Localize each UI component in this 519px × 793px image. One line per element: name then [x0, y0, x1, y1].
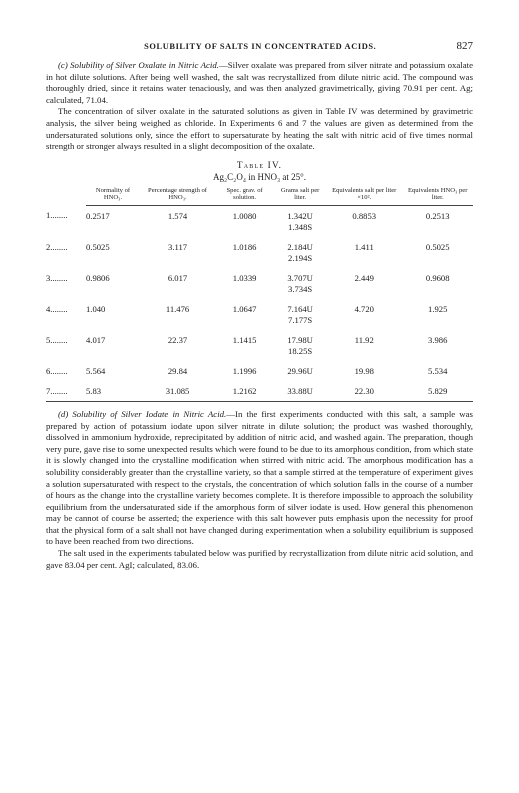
grams-undersaturated: 17.98U	[287, 334, 313, 345]
header-experiment-number	[46, 185, 86, 206]
cell-percentage: 22.37	[167, 334, 188, 345]
header-normality: Normality of HNO₃.	[86, 185, 140, 206]
cell-eq-salt: 2.449	[354, 272, 374, 283]
section-d-paragraph	[46, 409, 473, 548]
final-paragraph: The salt used in the experiments tabulated below was purified by recrystallization from dilute nitric acid solution, and gave 83.04 per cent. AgI; calculated, 83.06.	[46, 548, 473, 570]
solubility-table	[46, 185, 473, 402]
row-number: 2........	[46, 241, 68, 252]
grams-undersaturated: 2.184U	[287, 241, 313, 252]
grams-supersaturated: 7.177S	[288, 314, 313, 325]
cell-spec-grav: 1.0186	[232, 241, 257, 252]
header-percentage: Percentage strength of HNO₃.	[140, 185, 215, 206]
table-body	[46, 205, 473, 401]
grams-supersaturated: 3.734S	[288, 283, 313, 294]
header-grams: Grams salt per liter.	[274, 185, 326, 206]
cell-grams	[274, 205, 326, 237]
cell-eq-hno3: 1.925	[428, 303, 448, 314]
grams-undersaturated: 3.707U	[287, 272, 313, 283]
cell-normality: 5.564	[86, 365, 106, 376]
concentration-paragraph: The concentration of silver oxalate in the saturated solutions as given in Table IV was determined by gravimetric analysis, the silver being weighed as chloride. In Experiments 6 and 7 the values are given as determined from the undersaturated solutions only, since the effort to supersaturate by heating the salt with nitric acid of five times normal strength or stronger always resulted in a slight decomposition of the oxalate.	[46, 106, 473, 152]
running-head: SOLUBILITY OF SALTS IN CONCENTRATED ACIDS.	[144, 42, 377, 51]
row-number: 7........	[46, 381, 86, 402]
cell-normality: 0.9806	[86, 272, 110, 283]
cell-percentage: 31.085	[140, 381, 215, 402]
section-d-text: —In the first experiments conducted with this salt, a sample was prepared by action of potassium iodate upon silver nitrate in dilute solution; the product was washed thoroughly, dissolved in ammonium hydroxide, reprecipitated by addition of nitric acid, and washed again. The preparation, though very pure, gave rise to some unexpected results which were found to be due to its amorphous condition, from which state it is slowly changed into the crystalline modification when stirred with nitric acid. The amorphous modification has a solubility considerably greater than the crystalline variety, so that a sample stirred at the temperature of experiment gives a solution supersaturated with respect to the crystals, the concentration of which solution falls in the course of a number of hours as the change into the crystalline variety becomes complete. It is therefore impossible to approach the solubility equilibrium from the undersaturated side if the amorphous form of silver iodate is used. How general this phenomenon may be cannot of course be asserted; the experience with this salt however puts emphasis upon the necessity for proof that the physical form of a salt shall not have changed during experimentation when a solubility equilibrium is supposed to have been reached from two directions.	[46, 408, 473, 547]
cell-eq-salt: 19.98	[354, 365, 374, 376]
cell-eq-salt: 22.30	[326, 381, 402, 402]
grams-undersaturated: 33.88U	[287, 385, 313, 396]
cell-eq-salt: 0.8853	[352, 210, 377, 221]
grams-undersaturated: 7.164U	[287, 303, 313, 314]
section-c-label: (c) Solubility of Silver Oxalate in Nitric Acid.	[58, 60, 219, 70]
cell-eq-salt: 11.92	[354, 334, 374, 345]
table-row	[46, 299, 473, 330]
cell-eq-hno3: 3.986	[428, 334, 448, 345]
table-row	[46, 381, 473, 402]
cell-percentage: 3.117	[168, 241, 188, 252]
cell-normality: 5.83	[86, 381, 140, 402]
grams-supersaturated: 1.348S	[288, 221, 313, 232]
cell-percentage: 11.476	[165, 303, 190, 314]
cell-spec-grav: 1.1996	[232, 365, 257, 376]
cell-percentage: 6.017	[167, 272, 188, 283]
cell-spec-grav: 1.0339	[232, 272, 257, 283]
cell-grams	[274, 381, 326, 402]
cell-eq-hno3: 5.829	[402, 381, 473, 402]
cell-grams	[274, 299, 326, 330]
table-row	[46, 361, 473, 381]
row-number: 5........	[46, 334, 68, 345]
page-header	[46, 40, 473, 60]
cell-spec-grav: 1.1415	[232, 334, 257, 345]
cell-grams	[274, 361, 326, 381]
section-c-text: —Silver oxalate was prepared from silver nitrate and potassium oxalate in hot dilute solutions. After being well washed, the salt was recrystallized from dilute nitric acid. The compound was thoroughly dried, since it retains water tenaciously, and was then analyzed gravimetrically, giving 70.91 per cent. Ag; calculated, 71.04.	[46, 60, 473, 105]
grams-supersaturated: 2.194S	[288, 252, 313, 263]
cell-normality: 0.5025	[86, 241, 110, 252]
row-number: 4........	[46, 303, 68, 314]
grams-undersaturated: 29.96U	[287, 365, 313, 376]
page-number: 827	[456, 40, 473, 52]
table-header-row	[46, 185, 473, 206]
cell-eq-hno3: 0.2513	[425, 210, 450, 221]
cell-normality: 4.017	[86, 334, 106, 345]
table-row	[46, 205, 473, 237]
table-row	[46, 268, 473, 299]
table-row	[46, 237, 473, 268]
cell-percentage: 1.574	[167, 210, 188, 221]
cell-eq-salt: 1.411	[354, 241, 374, 252]
header-eq-hno3: Equivalents HNO₃ per liter.	[402, 185, 473, 206]
cell-grams	[274, 330, 326, 361]
table-subtitle: Ag₂C₂O₄ in HNO₃ at 25°.	[213, 171, 306, 182]
row-number: 3........	[46, 272, 68, 283]
cell-spec-grav: 1.0647	[232, 303, 257, 314]
section-c-paragraph	[46, 60, 473, 106]
row-number: 1........	[46, 210, 68, 221]
cell-percentage: 29.84	[167, 365, 188, 376]
table-row	[46, 330, 473, 361]
grams-undersaturated: 1.342U	[287, 210, 313, 221]
cell-normality: 1.040	[86, 303, 106, 314]
section-d-label: (d) Solubility of Silver Iodate in Nitric Acid.	[58, 408, 227, 419]
cell-grams	[274, 237, 326, 268]
table-caption: Table IV.	[236, 159, 283, 170]
cell-eq-salt: 4.720	[354, 303, 374, 314]
row-number: 6........	[46, 365, 68, 376]
cell-spec-grav: 1.0080	[232, 210, 257, 221]
cell-eq-hno3: 5.534	[428, 365, 448, 376]
cell-eq-hno3: 0.9608	[425, 272, 450, 283]
cell-spec-grav: 1.2162	[215, 381, 274, 402]
header-spec-grav: Spec. grav. of solution.	[215, 185, 274, 206]
cell-normality: 0.2517	[86, 210, 110, 221]
grams-supersaturated: 18.25S	[288, 345, 313, 356]
header-eq-salt: Equivalents salt per liter ×10².	[326, 185, 402, 206]
cell-grams	[274, 268, 326, 299]
cell-eq-hno3: 0.5025	[425, 241, 450, 252]
